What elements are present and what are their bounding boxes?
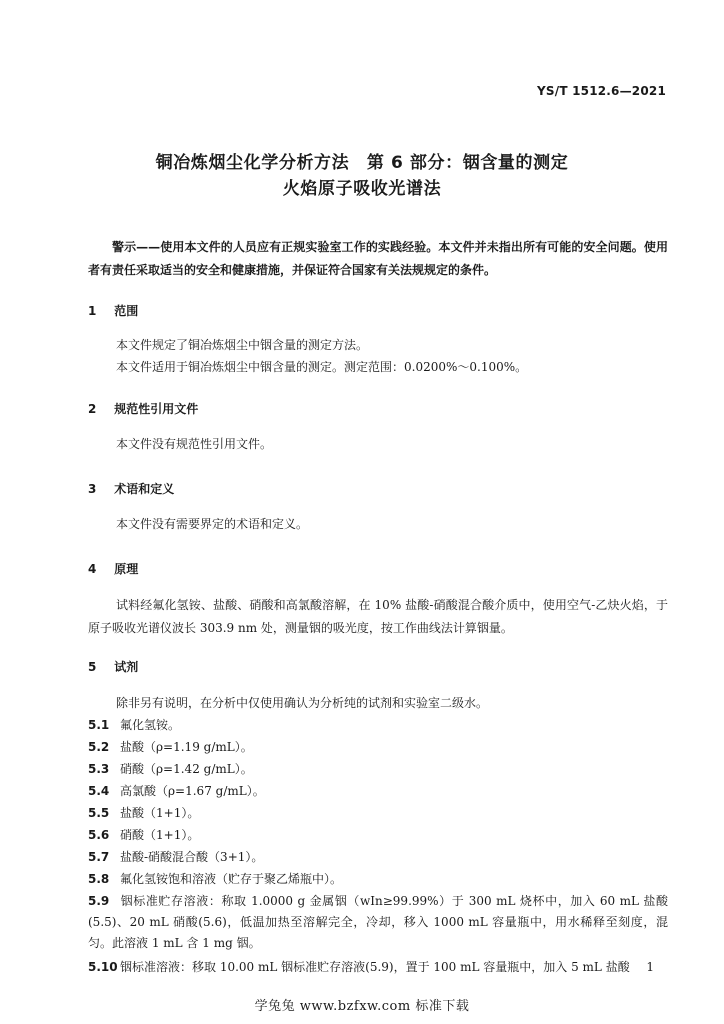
reagent-text: 氟化氢铵。 bbox=[120, 718, 181, 732]
reagent-text: 铟标准溶液：移取 10.00 mL 铟标准贮存溶液(5.9)，置于 100 mL 容量瓶中，加入 5 mL 盐酸 bbox=[120, 960, 630, 974]
reagent-number: 5.2 bbox=[88, 740, 110, 754]
reagent-item bbox=[88, 759, 668, 780]
reagent-number: 5.5 bbox=[88, 806, 110, 820]
reagent-item bbox=[88, 781, 668, 802]
reagent-text: 铟标准贮存溶液：称取 1.0000 g 金属铟（wIn≥99.99%）于 300 mL 烧杯中，加入 60 mL 盐酸(5.5)、20 mL 硝酸(5.6)，低温加热至溶解完全，冷却，移入 1000 mL 容量瓶中，用水稀释至刻度，混匀。此溶液 1 mL 含 1 mg 铟。 bbox=[88, 894, 668, 950]
reagent-number: 5.10 bbox=[88, 960, 118, 974]
section-title: 原理 bbox=[114, 562, 139, 576]
section-number: 5 bbox=[88, 660, 97, 674]
section-heading-5 bbox=[88, 658, 138, 675]
standard-number: YS/T 1512.6—2021 bbox=[537, 84, 666, 98]
section-number: 3 bbox=[88, 482, 97, 496]
reagent-number: 5.1 bbox=[88, 718, 110, 732]
reagent-item bbox=[88, 869, 668, 890]
reagent-text: 盐酸（ρ=1.19 g/mL）。 bbox=[120, 740, 253, 754]
reagent-item bbox=[88, 715, 668, 736]
page-number: 1 bbox=[646, 960, 654, 974]
footer-watermark: 学兔兔 www.bzfxw.com 标准下载 bbox=[254, 999, 470, 1014]
reagent-text: 盐酸（1+1）。 bbox=[120, 806, 200, 820]
reagent-number: 5.6 bbox=[88, 828, 110, 842]
section-title: 范围 bbox=[114, 304, 139, 318]
section-heading-4 bbox=[88, 560, 138, 577]
reagent-item bbox=[88, 803, 668, 824]
safety-warning: 警示——使用本文件的人员应有正规实验室工作的实践经验。本文件并未指出所有可能的安全问题。使用者有责任采取适当的安全和健康措施，并保证符合国家有关法规规定的条件。 bbox=[88, 240, 668, 277]
section-paragraph: 本文件没有规范性引用文件。 bbox=[116, 437, 273, 451]
reagent-text: 氟化氢铵饱和溶液（贮存于聚乙烯瓶中）。 bbox=[120, 872, 343, 886]
reagent-item bbox=[88, 847, 668, 868]
section-heading-3 bbox=[88, 480, 174, 497]
reagent-number: 5.8 bbox=[88, 872, 110, 886]
reagent-number: 5.3 bbox=[88, 762, 110, 776]
reagent-text: 盐酸-硝酸混合酸（3+1）。 bbox=[120, 850, 264, 864]
section-number: 1 bbox=[88, 304, 97, 318]
section-paragraph: 本文件没有需要界定的术语和定义。 bbox=[116, 517, 309, 531]
reagent-text: 硝酸（ρ=1.42 g/mL）。 bbox=[120, 762, 253, 776]
section-heading-2 bbox=[88, 400, 198, 417]
reagent-text: 硝酸（1+1）。 bbox=[120, 828, 200, 842]
section-number: 2 bbox=[88, 402, 97, 416]
section-paragraph: 除非另有说明，在分析中仅使用确认为分析纯的试剂和实验室二级水。 bbox=[116, 696, 489, 710]
reagent-item bbox=[88, 737, 668, 758]
reagent-number: 5.9 bbox=[88, 894, 110, 908]
section-title: 术语和定义 bbox=[114, 482, 175, 496]
reagent-item bbox=[88, 891, 668, 954]
reagent-item bbox=[88, 825, 668, 846]
section-title: 规范性引用文件 bbox=[114, 402, 199, 416]
section-paragraph: 本文件适用于铜冶炼烟尘中铟含量的测定。测定范围：0.0200%～0.100%。 bbox=[116, 360, 528, 374]
section-number: 4 bbox=[88, 562, 97, 576]
section-paragraph: 本文件规定了铜冶炼烟尘中铟含量的测定方法。 bbox=[116, 338, 369, 352]
section-title: 试剂 bbox=[114, 660, 139, 674]
reagent-number: 5.4 bbox=[88, 784, 110, 798]
document-title: 铜冶炼烟尘化学分析方法 第 6 部分：铟含量的测定 bbox=[155, 153, 569, 173]
reagent-text: 高氯酸（ρ=1.67 g/mL）。 bbox=[120, 784, 265, 798]
section-paragraph: 试料经氟化氢铵、盐酸、硝酸和高氯酸溶解，在 10% 盐酸-硝酸混合酸介质中，使用空气-乙炔火焰，于原子吸收光谱仪波长 303.9 nm 处，测量铟的吸光度，按工作曲线法计算铟量。 bbox=[88, 598, 668, 635]
reagent-item bbox=[88, 957, 668, 978]
section-heading-1 bbox=[88, 302, 138, 319]
reagent-number: 5.7 bbox=[88, 850, 110, 864]
document-subtitle: 火焰原子吸收光谱法 bbox=[282, 179, 442, 199]
